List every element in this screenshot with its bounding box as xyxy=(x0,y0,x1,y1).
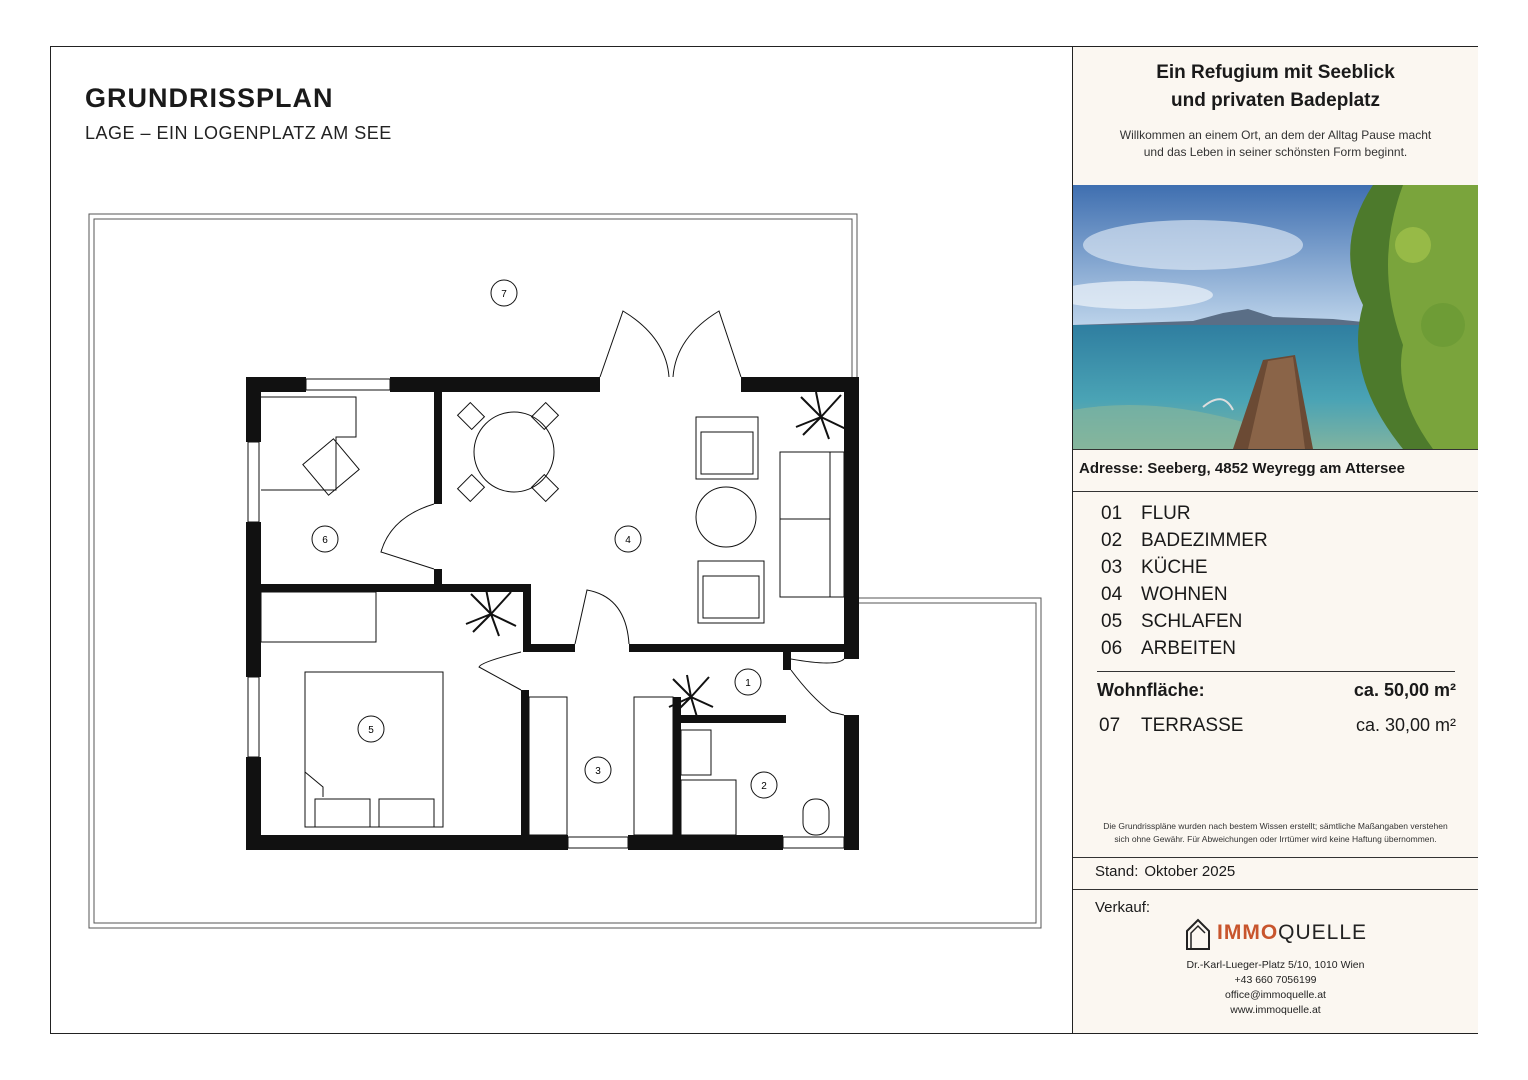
page-title: GRUNDRISSPLAN xyxy=(85,83,334,113)
address: Adresse: Seeberg, 4852 Weyregg am Attersee xyxy=(1079,460,1405,477)
sales-label: Verkauf: xyxy=(1095,899,1151,916)
terrace-item: 07 TERRASSE xyxy=(1099,715,1244,736)
floor-plan xyxy=(51,47,1072,1033)
company-logo: IMMOQUELLE xyxy=(1185,915,1375,955)
room-list-item: 06 ARBEITEN xyxy=(1101,638,1237,659)
room-label-5: 5 xyxy=(368,725,374,736)
divider xyxy=(1073,449,1478,450)
page-subtitle: LAGE – EIN LOGENPLATZ AM SEE xyxy=(85,123,392,143)
divider xyxy=(1097,671,1455,672)
contact-info xyxy=(1073,958,1478,1018)
panel-intro: Willkommen an einem Ort, an dem der Alltag Pause macht und das Leben in seiner schönsten Form beginnt. xyxy=(1119,128,1432,159)
room-list-item: 03 KÜCHE xyxy=(1101,557,1208,578)
info-panel xyxy=(1072,47,1478,1033)
contact-email[interactable]: office@immoquelle.at xyxy=(1225,989,1326,1001)
room-list-item: 02 BADEZIMMER xyxy=(1101,530,1268,551)
page-frame xyxy=(50,46,1478,1034)
terrace-value: ca. 30,00 m² xyxy=(1355,715,1456,735)
panel-headline: Ein Refugium mit Seeblick und privaten Badeplatz xyxy=(1156,62,1395,111)
room-list-item: 05 SCHLAFEN xyxy=(1101,611,1243,632)
furniture xyxy=(261,397,844,835)
room-label-1: 1 xyxy=(745,678,751,689)
doors xyxy=(381,311,844,715)
living-area-value: ca. 50,00 m² xyxy=(1353,680,1456,700)
room-label-7: 7 xyxy=(501,289,507,300)
room-label-2: 2 xyxy=(761,781,767,792)
divider xyxy=(1073,857,1478,858)
contact-website[interactable]: www.immoquelle.at xyxy=(1230,1004,1321,1016)
room-list-item: 04 WOHNEN xyxy=(1101,584,1228,605)
terrace-outline xyxy=(89,214,1041,928)
status-date: Stand: Oktober 2025 xyxy=(1095,863,1236,880)
room-label-3: 3 xyxy=(595,766,601,777)
house-icon xyxy=(1185,917,1211,951)
room-list-item: 01 FLUR xyxy=(1101,503,1191,524)
divider xyxy=(1073,889,1478,890)
disclaimer: Die Grundrisspläne wurden nach bestem Wissen erstellt; sämtliche Maßangaben verstehen sich ohne Gewähr. Für Abweichungen oder Irrtümer wird keine Haftung übernommen. xyxy=(1103,821,1448,844)
contact-address: Dr.-Karl-Lueger-Platz 5/10, 1010 Wien xyxy=(1186,959,1365,971)
room-label-4: 4 xyxy=(625,535,631,546)
room-label-6: 6 xyxy=(322,535,328,546)
floor-plan-area xyxy=(51,47,1072,1033)
living-area-label: Wohnfläche: xyxy=(1097,680,1205,700)
contact-phone: +43 660 7056199 xyxy=(1234,974,1317,986)
divider xyxy=(1073,491,1478,492)
lake-photo xyxy=(1073,185,1478,449)
